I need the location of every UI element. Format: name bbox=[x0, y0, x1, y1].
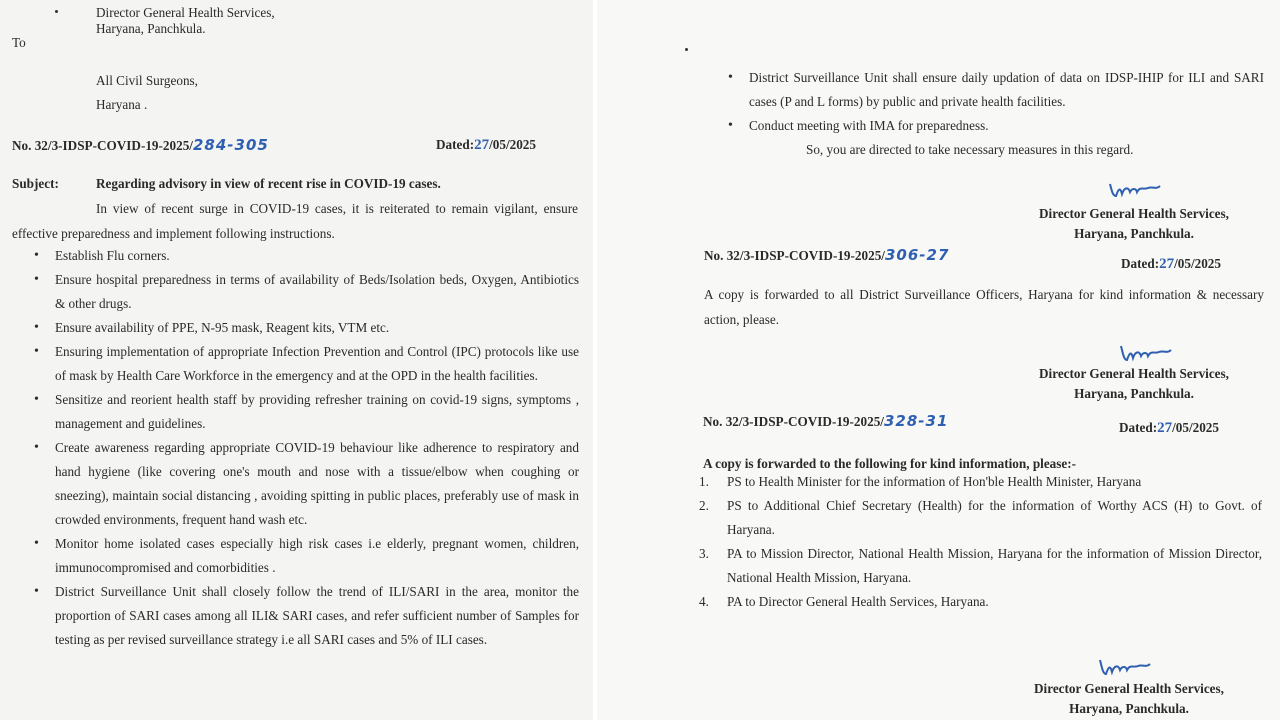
signature-title: Director General Health Services, bbox=[1039, 366, 1229, 381]
instruction-item: • Establish Flu corners. bbox=[30, 244, 579, 268]
recipient-item bbox=[699, 494, 1262, 542]
reference-prefix: No. 32/3-IDSP-COVID-19-2025/ bbox=[12, 138, 193, 153]
copy2-dated-label: Dated: bbox=[1119, 420, 1158, 435]
signature-location: Haryana, Panchkula. bbox=[1074, 386, 1194, 401]
dated-rest: /05/2025 bbox=[489, 137, 536, 152]
signature-block-1 bbox=[1029, 204, 1239, 244]
copy2-dated-rest: /05/2025 bbox=[1172, 420, 1219, 435]
recipient-item bbox=[699, 470, 1262, 494]
letter-page-2 bbox=[597, 0, 1280, 720]
copy1-reference-prefix: No. 32/3-IDSP-COVID-19-2025/ bbox=[704, 248, 885, 263]
recipient-number: 2. bbox=[699, 498, 709, 513]
recipient-number: 3. bbox=[699, 546, 709, 561]
copy2-dated-day: 27 bbox=[1157, 420, 1173, 436]
from-line-1: Director General Health Services, bbox=[96, 5, 275, 20]
copy2-heading: A copy is forwarded to the following for kind information, please:- bbox=[703, 456, 1077, 471]
signature-location: Haryana, Panchkula. bbox=[1074, 226, 1194, 241]
instruction-item: • Conduct meeting with IMA for preparedness. bbox=[724, 114, 1264, 138]
reference-number bbox=[12, 137, 269, 154]
copy1-dated-day: 27 bbox=[1159, 256, 1175, 272]
dated-label: Dated: bbox=[436, 137, 475, 152]
punch-mark bbox=[685, 48, 688, 51]
to-line-1: All Civil Surgeons, bbox=[96, 73, 198, 88]
subject-text: Regarding advisory in view of recent rise in COVID-19 cases. bbox=[96, 176, 441, 191]
instruction-item: • Ensure hospital preparedness in terms of availability of Beds/Isolation beds, Oxygen, Antibiotics & other drugs. bbox=[30, 268, 579, 316]
signature-mark bbox=[1104, 176, 1164, 202]
letter-page-1 bbox=[0, 0, 593, 720]
instructions-list bbox=[30, 244, 579, 652]
instruction-item: • Create awareness regarding appropriate COVID-19 behaviour like adherence to respiratory and hand hygiene (like covering one's mouth and nose with a tissue/elbow when coughing or sneezing), maintain social distancing , avoiding spitting in public places, preferably use of mask in crowded environments, frequent hand wash etc. bbox=[30, 436, 579, 532]
signature-mark bbox=[1115, 340, 1175, 366]
recipient-number: 4. bbox=[699, 594, 709, 609]
copy1-text: A copy is forwarded to all District Surveillance Officers, Haryana for kind information & necessary action, please. bbox=[704, 287, 1264, 327]
recipient-item bbox=[699, 542, 1262, 590]
instructions-list-continued bbox=[724, 66, 1264, 138]
copy1-dated-label: Dated: bbox=[1121, 256, 1160, 271]
to-line-2: Haryana . bbox=[96, 97, 148, 112]
signature-mark bbox=[1094, 654, 1154, 680]
punch-mark bbox=[55, 10, 58, 13]
instruction-item: • Ensuring implementation of appropriate Infection Prevention and Control (IPC) protocols like use of mask by Health Care Workforce in the emergency and at the OPD in the health facilities. bbox=[30, 340, 579, 388]
instruction-item: • Sensitize and reorient health staff by providing refresher training on covid-19 signs, symptoms , management and guidelines. bbox=[30, 388, 579, 436]
intro-paragraph: In view of recent surge in COVID-19 cases, it is reiterated to remain vigilant, ensure effective preparedness and implement following instructions. bbox=[12, 201, 578, 241]
reference-handwritten: 284-305 bbox=[192, 136, 269, 154]
recipient-number: 1. bbox=[699, 474, 709, 489]
signature-block-2 bbox=[1029, 364, 1239, 404]
copy2-dated bbox=[1119, 420, 1219, 436]
dated-field bbox=[436, 137, 536, 153]
signature-location: Haryana, Panchkula. bbox=[1069, 701, 1189, 716]
recipient-text: PS to Health Minister for the information of Hon'ble Health Minister, Haryana bbox=[727, 474, 1142, 489]
instruction-item: • Monitor home isolated cases especially high risk cases i.e elderly, pregnant women, children, immunocompromised and comorbidities . bbox=[30, 532, 579, 580]
to-label: To bbox=[12, 35, 26, 50]
copy2-reference-prefix: No. 32/3-IDSP-COVID-19-2025/ bbox=[703, 414, 884, 429]
copy1-reference-handwritten: 306-27 bbox=[884, 246, 950, 264]
recipient-text: PA to Mission Director, National Health Mission, Haryana for the information of Mission Director, National Health Mission, Haryana. bbox=[727, 546, 1262, 585]
bleed-through-text bbox=[300, 98, 303, 114]
copy1-dated-rest: /05/2025 bbox=[1174, 256, 1221, 271]
copy2-reference bbox=[703, 413, 948, 430]
subject-label: Subject: bbox=[12, 176, 59, 191]
recipient-text: PS to Additional Chief Secretary (Health) for the information of Worthy ACS (H) to Govt. of Haryana. bbox=[727, 498, 1262, 537]
copy2-reference-handwritten: 328-31 bbox=[883, 412, 949, 430]
instruction-item: • District Surveillance Unit shall closely follow the trend of ILI/SARI in the area, monitor the proportion of SARI cases among all ILI& SARI cases, and refer sufficient number of Samples for testing as per revised surveillance strategy i.e all SARI cases and 5% of ILI cases. bbox=[30, 580, 579, 652]
instruction-item: • District Surveillance Unit shall ensure daily updation of data on IDSP-IHIP for ILI and SARI cases (P and L forms) by public and private health facilities. bbox=[724, 66, 1264, 114]
signature-title: Director General Health Services, bbox=[1039, 206, 1229, 221]
instruction-item: • Ensure availability of PPE, N-95 mask, Reagent kits, VTM etc. bbox=[30, 316, 579, 340]
signature-block-3 bbox=[1024, 679, 1234, 719]
copy1-reference bbox=[704, 247, 949, 264]
directive-text: So, you are directed to take necessary measures in this regard. bbox=[806, 142, 1134, 157]
dated-day-handwritten: 27 bbox=[474, 137, 490, 153]
copy1-dated bbox=[1121, 256, 1221, 272]
recipient-item bbox=[699, 590, 1262, 614]
copy2-recipient-list bbox=[699, 470, 1262, 614]
signature-title: Director General Health Services, bbox=[1034, 681, 1224, 696]
from-line-2: Haryana, Panchkula. bbox=[96, 21, 206, 36]
recipient-text: PA to Director General Health Services, Haryana. bbox=[727, 594, 989, 609]
